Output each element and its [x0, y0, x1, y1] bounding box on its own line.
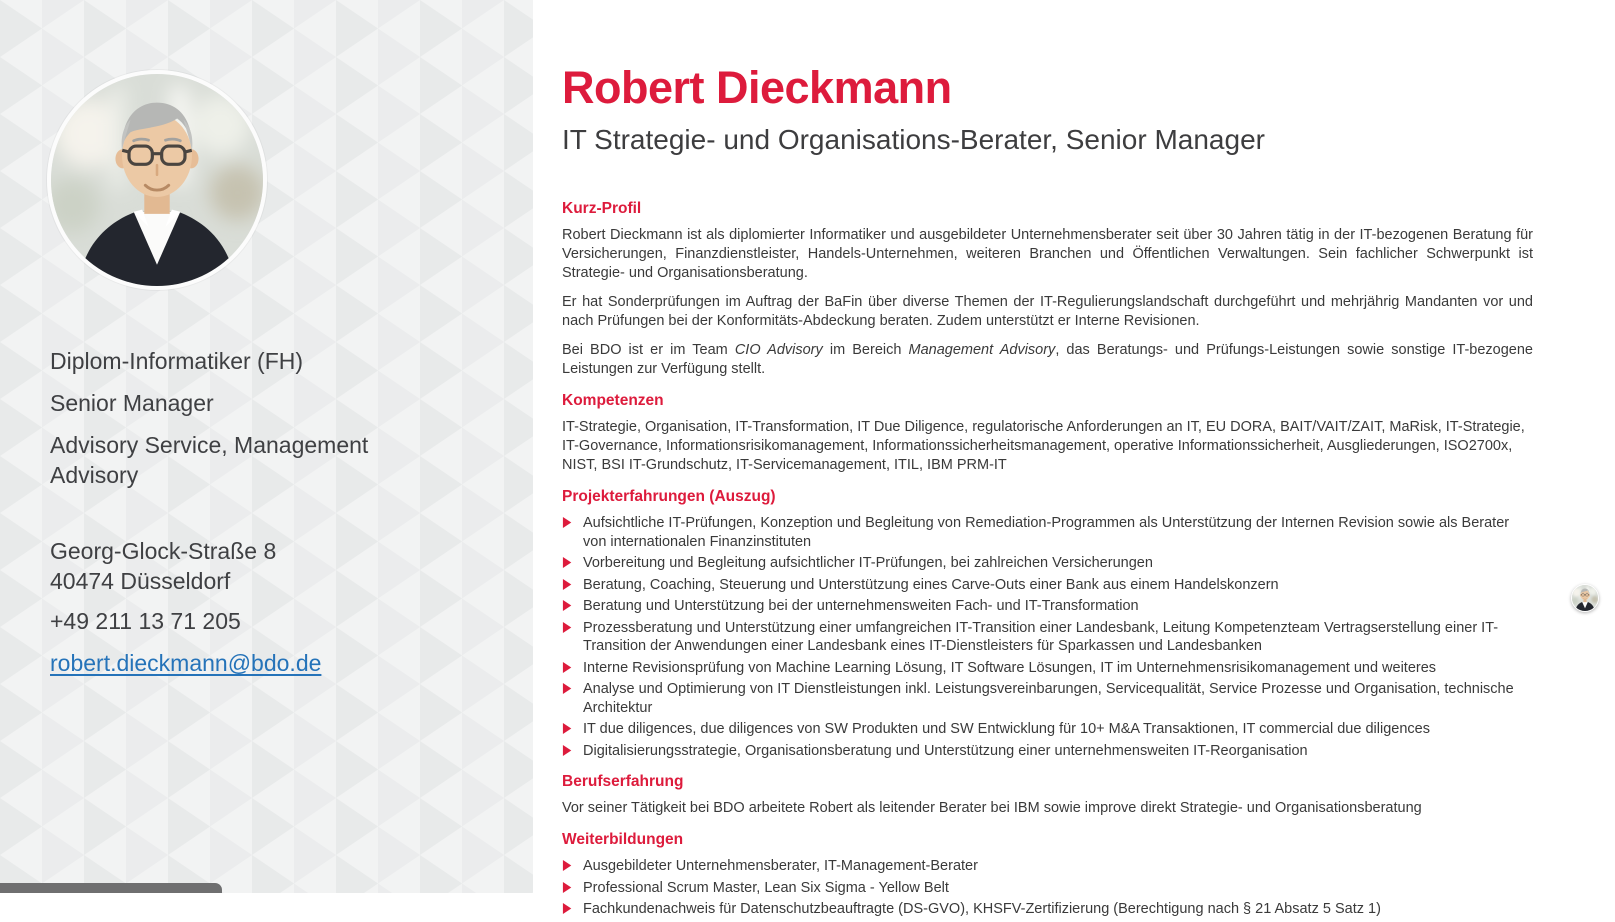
department-text: Advisory Service, Management Advisory	[50, 432, 369, 488]
phone-number: +49 211 13 71 205	[50, 608, 241, 634]
address-city: 40474 Düsseldorf	[50, 568, 231, 594]
list-item-text: Beratung und Unterstützung bei der unternehmensweiten Fach- und IT-Transformation	[583, 598, 1139, 614]
list-item	[562, 619, 1533, 656]
profile-photo	[47, 70, 267, 290]
projekterfahrungen-list	[562, 514, 1533, 760]
bullet-triangle-icon	[562, 723, 572, 734]
bullet-triangle-icon	[562, 860, 572, 871]
list-item-text: Professional Scrum Master, Lean Six Sigma - Yellow Belt	[583, 879, 949, 896]
list-item-text: Beratung, Coaching, Steuerung und Unterstützung eines Carve-Outs einer Bank aus einem Handelskonzern	[583, 576, 1279, 593]
list-item	[562, 879, 1533, 898]
kurz-profil-paragraph-3	[562, 341, 1533, 379]
list-item-text: Fachkundenachweis für Datenschutzbeauftragte (DS-GVO), KHSFV-Zertifizierung (Berechtigung nach § 21 Absatz 5 Satz 1)	[583, 901, 1381, 917]
list-item-text: Ausgebildeter Unternehmensberater, IT-Management-Berater	[583, 858, 978, 874]
list-item	[562, 857, 1533, 876]
list-item	[562, 680, 1533, 717]
status-bar-fragment	[0, 883, 222, 893]
p3-italic-cio-advisory: CIO Advisory	[734, 342, 823, 358]
list-item-text: IT due diligences, due diligences von SW Produkten und SW Entwicklung für 10+ M&A Transaktionen, IT commercial due diligences	[583, 721, 1430, 737]
section-heading-projekterfahrungen: Projekterfahrungen (Auszug)	[562, 488, 776, 505]
profile-main	[562, 64, 1533, 922]
bullet-triangle-icon	[562, 903, 572, 914]
kompetenzen-text: IT-Strategie, Organisation, IT-Transformation, IT Due Diligence, regulatorische Anforderungen an IT, EU DORA, BAIT/VAIT/ZAIT, MaRisk, IT-Strategie, IT-Governance, Informationsrisikomanagement, Informationssicherheitsmanagement, operative Informationssicherheit, Ausgliederungen, ISO2700x, NIST, BSI IT-Grundschutz, IT-Servicemanagement, ITIL, IBM PRM-IT	[562, 419, 1525, 473]
p3-segment: Bei BDO ist er im Team	[562, 342, 735, 358]
list-item-text: Prozessberatung und Unterstützung einer umfangreichen IT-Transition einer Landesbank, Leitung Kompetenzteam Vertragserstellung einer IT-Transition der Anwendungen einer Landesbank eines IT-Dienstleisters für Sparkassen und Landesbanken	[583, 619, 1499, 654]
mini-avatar[interactable]	[1571, 584, 1599, 612]
bullet-triangle-icon	[562, 882, 572, 893]
list-item	[562, 720, 1533, 739]
list-item-text: Aufsichtliche IT-Prüfungen, Konzeption und Begleitung von Remediation-Programmen als Unterstützung der Internen Revision sowie als Berater von internationalen Finanzinstituten	[583, 515, 1510, 550]
list-item	[562, 742, 1533, 761]
p3-segment: im Bereich	[822, 342, 909, 358]
bullet-triangle-icon	[562, 662, 572, 673]
profile-sidebar	[0, 0, 533, 893]
weiterbildungen-list	[562, 857, 1533, 919]
list-item-text: Digitalisierungsstrategie, Organisationsberatung und Unterstützung einer unternehmensweiten IT-Reorganisation	[583, 742, 1308, 759]
kurz-profil-paragraph-1: Robert Dieckmann ist als diplomierter Informatiker und ausgebildeter Unternehmensberater seit über 30 Jahren tätig in der IT-bezogenen Beratung für Versicherungen, Finanzdienstleister, Handels-Unternehmen, weiteren Branchen und Öffentlichen Verwaltungen. Sein fachlicher Schwerpunkt ist Strategie- und Organisationsberatung.	[562, 227, 1533, 281]
bullet-triangle-icon	[562, 557, 572, 568]
section-heading-berufserfahrung: Berufserfahrung	[562, 773, 684, 790]
role-text: Senior Manager	[50, 390, 214, 416]
list-item-text: Analyse und Optimierung von IT Dienstleistungen inkl. Leistungsvereinbarungen, Servicequalität, Service Prozesse und Organisation, technische Architektur	[583, 681, 1514, 716]
bullet-triangle-icon	[562, 745, 572, 756]
list-item-text: Interne Revisionsprüfung von Machine Learning Lösung, IT Software Lösungen, IT im Unternehmensrisikomanagement und weiteres	[583, 659, 1437, 676]
page-title: Robert Dieckmann	[562, 62, 952, 113]
bullet-triangle-icon	[562, 579, 572, 590]
p3-italic-management-advisory: Management Advisory	[908, 342, 1056, 358]
list-item	[562, 597, 1533, 616]
kurz-profil-paragraph-2: Er hat Sonderprüfungen im Auftrag der BaFin über diverse Themen der IT-Regulierungslandschaft durchgeführt und mehrjährig Mandanten vor und nach Prüfungen bei der Konformitäts-Abdeckung beraten. Zudem unterstützt er Interne Revisionen.	[562, 294, 1533, 329]
bullet-triangle-icon	[562, 600, 572, 611]
email-link[interactable]: robert.dieckmann@bdo.de	[50, 650, 322, 676]
section-heading-kurz-profil: Kurz-Profil	[562, 200, 642, 217]
list-item-text: Vorbereitung und Begleitung aufsichtlicher IT-Prüfungen, bei zahlreichen Versicherungen	[583, 555, 1153, 571]
p3-segment: , das Beratungs- und Prüfungs-Leistungen sowie sonstige IT-bezogene Leistungen zur Verfügung stellt.	[562, 342, 1533, 377]
job-title: IT Strategie- und Organisations-Berater, Senior Manager	[562, 124, 1265, 155]
berufserfahrung-text: Vor seiner Tätigkeit bei BDO arbeitete Robert als leitender Berater bei IBM sowie improve direkt Strategie- und Organisationsberatung	[562, 800, 1422, 816]
list-item	[562, 576, 1533, 595]
address-street: Georg-Glock-Straße 8	[50, 538, 277, 564]
qualification-text: Diplom-Informatiker (FH)	[50, 348, 304, 374]
list-item	[562, 659, 1533, 678]
bullet-triangle-icon	[562, 517, 572, 528]
bullet-triangle-icon	[562, 622, 572, 633]
list-item	[562, 554, 1533, 573]
section-heading-kompetenzen: Kompetenzen	[562, 392, 664, 409]
section-heading-weiterbildungen: Weiterbildungen	[562, 831, 684, 848]
list-item	[562, 514, 1533, 551]
list-item	[562, 900, 1533, 919]
bullet-triangle-icon	[562, 683, 572, 694]
